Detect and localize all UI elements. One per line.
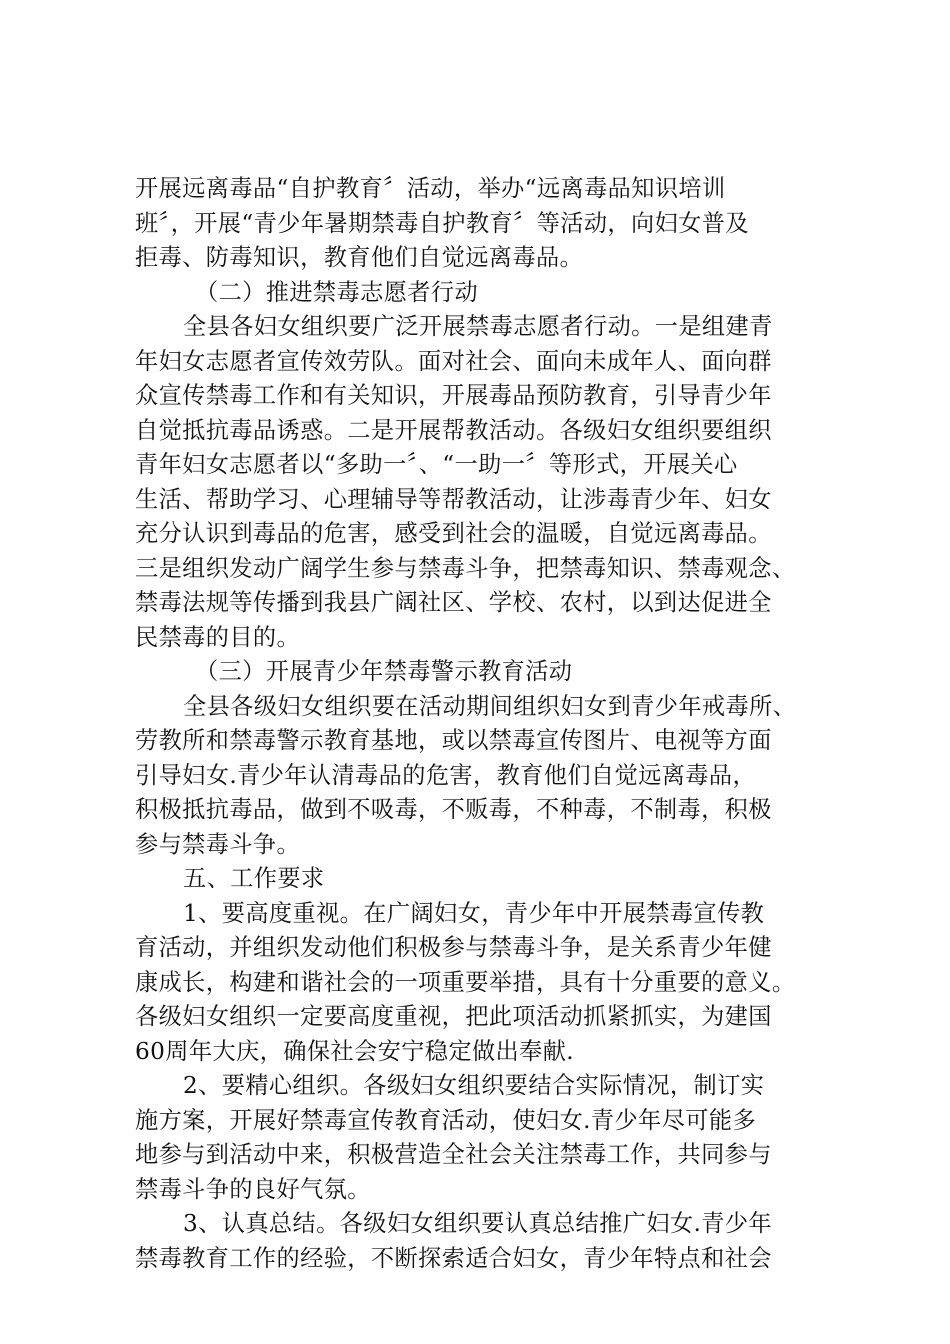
text-line: 班〞，开展“青少年暑期禁毒自护教育〞等活动，向妇女普及	[135, 209, 749, 237]
text-line: 施方案，开展好禁毒宣传教育活动，使妇女.青少年尽可能多	[135, 1106, 757, 1134]
text-line: 禁毒法规等传播到我县广阔社区、学校、农村，以到达促进全	[135, 589, 772, 616]
text-line: 劳教所和禁毒警示教育基地，或以禁毒宣传图片、电视等方面	[135, 727, 772, 754]
paragraph-start: 2、要精心组织。各级妇女组织要结合实际情况，制订实	[183, 1072, 765, 1099]
text-line: 青年妇女志愿者以“多助一〞、“一助一〞等形式，开展关心	[135, 451, 738, 478]
text-line: 充分认识到毒品的危害，感受到社会的温暖，自觉远离毒品。	[135, 520, 772, 547]
text-line: 众宣传禁毒工作和有关知识，开展毒品预防教育，引导青少年	[135, 382, 772, 409]
text-line: 引导妇女.青少年认清毒品的危害，教育他们自觉远离毒品，	[135, 761, 757, 789]
paragraph-start: 全县各妇女组织要广泛开展禁毒志愿者行动。一是组建青	[183, 313, 773, 340]
text-line: 60周年大庆，确保社会安宁稳定做出奉献.	[135, 1037, 575, 1065]
paragraph-start: 3、认真总结。各级妇女组织要认真总结推广妇女.青少年	[183, 1210, 773, 1237]
text-line: 育活动，并组织发动他们积极参与禁毒斗争，是关系青少年健	[135, 934, 772, 961]
text-line: 生活、帮助学习、心理辅导等帮教活动，让涉毒青少年、妇女	[135, 485, 772, 513]
paragraph-start: 1、要高度重视。在广阔妇女，青少年中开展禁毒宣传教	[183, 899, 765, 927]
text-line: 三是组织发动广阔学生参与禁毒斗争，把禁毒知识、禁毒观念、	[135, 554, 796, 582]
text-line: 年妇女志愿者宣传效劳队。面对社会、面向未成年人、面向群	[135, 347, 772, 375]
text-line: 地参与到活动中来，积极营造全社会关注禁毒工作，共同参与	[135, 1141, 772, 1168]
text-line: 民禁毒的目的。	[135, 623, 301, 651]
text-line: 康成长，构建和谐社会的一项重要举措，具有十分重要的意义。	[135, 968, 796, 996]
text-line: 开展远离毒品“自护教育〞活动，举办“远离毒品知识培训	[135, 175, 726, 202]
text-line: 参与禁毒斗争。	[135, 830, 301, 858]
paragraph-start: 全县各级妇女组织要在活动期间组织妇女到青少年戒毒所、	[183, 692, 797, 720]
text-line: 禁毒斗争的良好气氛。	[135, 1175, 371, 1203]
section-heading: 五、工作要求	[183, 865, 325, 892]
document-page	[135, 172, 825, 1276]
text-line: 拒毒、防毒知识，教育他们自觉远离毒品。	[135, 244, 584, 271]
text-line: 各级妇女组织一定要高度重视，把此项活动抓紧抓实，为建国	[135, 1003, 772, 1030]
text-line: 禁毒教育工作的经验，不断探索适合妇女，青少年特点和社会	[135, 1244, 772, 1272]
section-heading: （二）推进禁毒志愿者行动	[195, 278, 479, 306]
text-line: 积极抵抗毒品，做到不吸毒，不贩毒，不种毒，不制毒，积极	[135, 796, 772, 823]
text-line: 自觉抵抗毒品诱惑。二是开展帮教活动。各级妇女组织要组织	[135, 416, 772, 444]
section-heading: （三）开展青少年禁毒警示教育活动	[195, 658, 573, 685]
